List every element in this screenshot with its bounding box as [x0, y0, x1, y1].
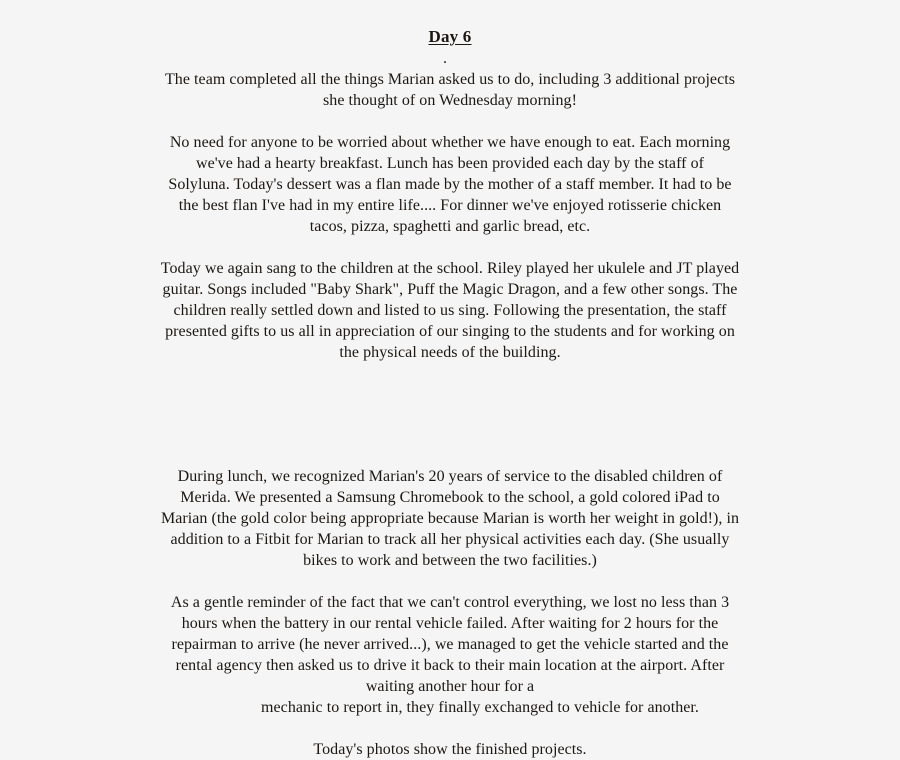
paragraph-singing-to-children: Today we again sang to the children at the school. Riley played her ukulele and JT played guitar. Songs included "Baby Shark", Puff the Magic Dragon, and a few other songs. The children really settled down and listed to us sing. Following the presentation, the staff presented gifts to us all in appreciation of our singing to the students and for working on the physical needs of the building.	[160, 260, 740, 361]
paragraph-team-completed: The team completed all the things Marian asked us to do, including 3 additional projects she thought of on Wednesday morning!	[164, 71, 736, 109]
blank-gap-region	[160, 363, 740, 466]
page-title: Day 6	[428, 27, 472, 46]
stray-period-mark: .	[443, 50, 447, 67]
paragraph-spacer	[160, 111, 740, 132]
rental-delay-closing-line: mechanic to report in, they finally exchanged to vehicle for another.	[261, 699, 699, 716]
paragraph-spacer	[160, 237, 740, 258]
paragraph-marian-recognition: During lunch, we recognized Marian's 20 years of service to the disabled children of Merida. We presented a Samsung Chromebook to the school, a gold colored iPad to Marian (the gold color being appropriate because Marian is worth her weight in gold!), in addition to a Fitbit for Marian to track all her physical activities each day. (She usually bikes to work and between the two facilities.)	[160, 468, 740, 569]
paragraph-food-and-meals: No need for anyone to be worried about whether we have enough to eat. Each morning we've had a hearty breakfast. Lunch has been provided each day by the staff of Solyluna. Today's dessert was a flan made by the mother of a staff member. It had to be the best flan I've had in my entire life.... For dinner we've enjoyed rotisserie chicken tacos, pizza, spaghetti and garlic bread, etc.	[168, 134, 732, 235]
paragraph-spacer	[160, 718, 740, 739]
document-content	[160, 26, 740, 760]
paragraph-photos-note: Today's photos show the finished projects.	[313, 741, 587, 758]
paragraph-rental-vehicle-delay	[160, 592, 740, 718]
rental-delay-body: As a gentle reminder of the fact that we can't control everything, we lost no less than 3 hours when the battery in our rental vehicle failed. After waiting for 2 hours for the repairman to arrive (he never arrived...), we managed to get the vehicle started and the rental agency then asked us to drive it back to their main location at the airport. After waiting another hour for a	[170, 594, 730, 695]
paragraph-spacer	[160, 571, 740, 592]
